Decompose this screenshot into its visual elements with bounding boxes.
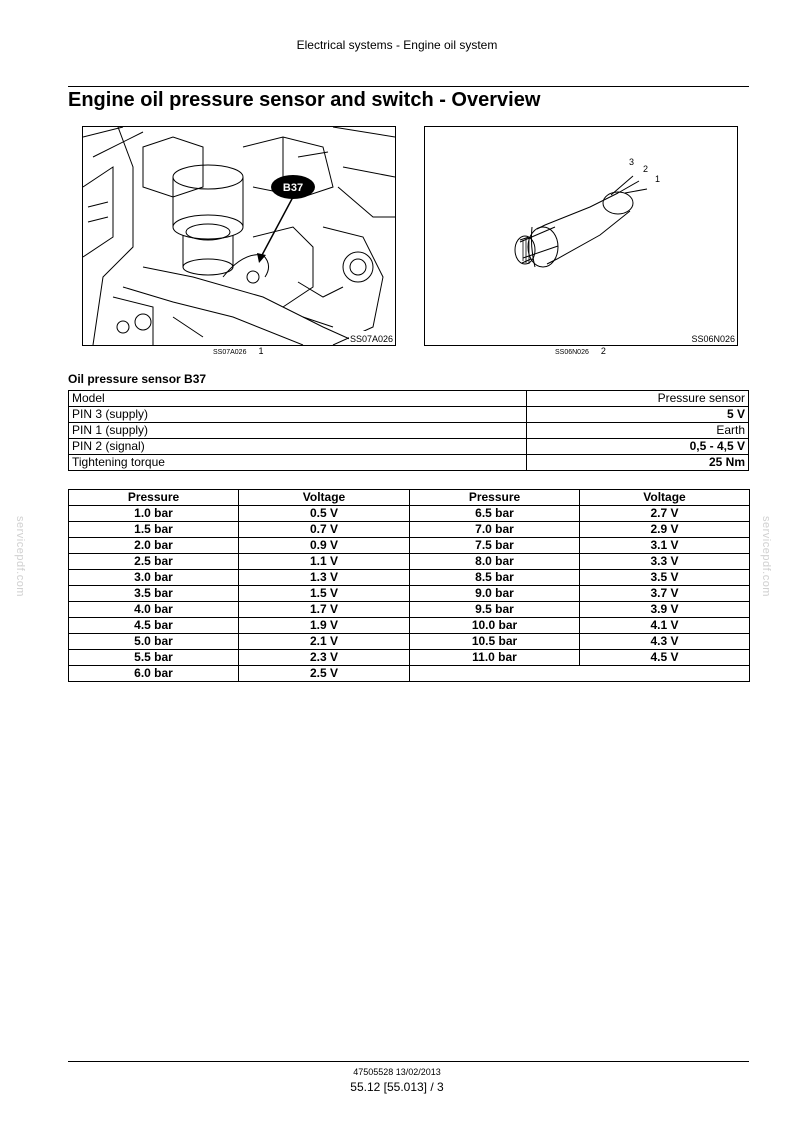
voltage-cell: 1.3 V	[239, 570, 410, 586]
pressure-cell: 6.0 bar	[69, 666, 239, 682]
table-row	[69, 618, 750, 634]
empty-cell	[410, 666, 750, 682]
voltage-cell: 2.9 V	[580, 522, 750, 538]
column-header: Pressure	[410, 490, 580, 506]
callout-b37: B37	[282, 182, 304, 194]
pressure-cell: 6.5 bar	[410, 506, 580, 522]
spec-label: PIN 3 (supply)	[69, 407, 527, 423]
voltage-cell: 3.9 V	[580, 602, 750, 618]
figure-caption	[555, 346, 606, 356]
figure-inner-label: SS06N026	[691, 334, 735, 344]
figure-engine-illustration	[82, 126, 396, 346]
header-rule	[68, 86, 749, 87]
pressure-cell: 7.0 bar	[410, 522, 580, 538]
spec-value: Pressure sensor	[527, 391, 749, 407]
pressure-cell: 9.5 bar	[410, 602, 580, 618]
voltage-cell: 2.5 V	[239, 666, 410, 682]
pressure-voltage-table	[68, 489, 750, 682]
voltage-cell: 1.7 V	[239, 602, 410, 618]
figure-caption	[213, 346, 264, 356]
pressure-cell: 3.0 bar	[69, 570, 239, 586]
pressure-cell: 1.5 bar	[69, 522, 239, 538]
sensor-line-drawing	[425, 127, 737, 345]
spec-value: 5 V	[527, 407, 749, 423]
pressure-cell: 3.5 bar	[69, 586, 239, 602]
table-row	[69, 586, 750, 602]
pin-label-3: 3	[629, 157, 635, 167]
voltage-cell: 3.1 V	[580, 538, 750, 554]
spec-row	[69, 423, 749, 439]
voltage-cell: 1.5 V	[239, 586, 410, 602]
spec-row	[69, 391, 749, 407]
voltage-cell: 2.7 V	[580, 506, 750, 522]
document-reference: 47505528 13/02/2013	[353, 1067, 441, 1077]
voltage-cell: 2.1 V	[239, 634, 410, 650]
pin-label-2: 2	[643, 164, 649, 174]
voltage-cell: 0.5 V	[239, 506, 410, 522]
spec-value: Earth	[527, 423, 749, 439]
voltage-cell: 2.3 V	[239, 650, 410, 666]
voltage-cell: 3.7 V	[580, 586, 750, 602]
table-row	[69, 650, 750, 666]
voltage-cell: 0.7 V	[239, 522, 410, 538]
running-header: Electrical systems - Engine oil system	[296, 38, 498, 52]
engine-line-drawing	[83, 127, 395, 345]
table-row	[69, 666, 750, 682]
table-row	[69, 522, 750, 538]
pressure-cell: 8.0 bar	[410, 554, 580, 570]
pressure-cell: 4.5 bar	[69, 618, 239, 634]
figure-number: 2	[600, 346, 606, 356]
voltage-cell: 3.5 V	[580, 570, 750, 586]
watermark-right: servicepdf.com	[760, 516, 772, 597]
table-row	[69, 538, 750, 554]
pressure-cell: 7.5 bar	[410, 538, 580, 554]
table-row	[69, 554, 750, 570]
pressure-cell: 2.5 bar	[69, 554, 239, 570]
pin-label-1: 1	[655, 174, 661, 184]
pressure-cell: 10.5 bar	[410, 634, 580, 650]
table-header-row	[69, 490, 750, 506]
spec-value: 0,5 - 4,5 V	[527, 439, 749, 455]
table-row	[69, 570, 750, 586]
voltage-cell: 1.9 V	[239, 618, 410, 634]
column-header: Voltage	[239, 490, 410, 506]
spec-row	[69, 439, 749, 455]
spec-label: PIN 2 (signal)	[69, 439, 527, 455]
pressure-cell: 8.5 bar	[410, 570, 580, 586]
pressure-cell: 11.0 bar	[410, 650, 580, 666]
figure-number: 1	[258, 346, 264, 356]
spec-value: 25 Nm	[527, 455, 749, 471]
spec-label: Tightening torque	[69, 455, 527, 471]
pressure-cell: 5.5 bar	[69, 650, 239, 666]
spec-label: Model	[69, 391, 527, 407]
pressure-cell: 5.0 bar	[69, 634, 239, 650]
section-title: Oil pressure sensor B37	[68, 372, 207, 386]
spec-row	[69, 455, 749, 471]
column-header: Pressure	[69, 490, 239, 506]
pressure-cell: 9.0 bar	[410, 586, 580, 602]
voltage-cell: 4.5 V	[580, 650, 750, 666]
voltage-cell: 0.9 V	[239, 538, 410, 554]
voltage-cell: 3.3 V	[580, 554, 750, 570]
figure-code: SS06N026	[555, 349, 589, 356]
figure-sensor-illustration	[424, 126, 738, 346]
pressure-cell: 1.0 bar	[69, 506, 239, 522]
page-reference: 55.12 [55.013] / 3	[350, 1080, 444, 1094]
spec-row	[69, 407, 749, 423]
pressure-cell: 2.0 bar	[69, 538, 239, 554]
figure-inner-label: SS07A026	[349, 334, 393, 344]
table-row	[69, 602, 750, 618]
sensor-spec-table	[68, 390, 749, 471]
voltage-cell: 1.1 V	[239, 554, 410, 570]
column-header: Voltage	[580, 490, 750, 506]
footer-rule	[68, 1061, 749, 1062]
voltage-cell: 4.3 V	[580, 634, 750, 650]
page-title: Engine oil pressure sensor and switch - Overview	[68, 89, 541, 111]
watermark-left: servicepdf.com	[14, 516, 26, 597]
table-row	[69, 506, 750, 522]
table-row	[69, 634, 750, 650]
pressure-cell: 4.0 bar	[69, 602, 239, 618]
voltage-cell: 4.1 V	[580, 618, 750, 634]
spec-label: PIN 1 (supply)	[69, 423, 527, 439]
pressure-cell: 10.0 bar	[410, 618, 580, 634]
figure-code: SS07A026	[213, 349, 247, 356]
